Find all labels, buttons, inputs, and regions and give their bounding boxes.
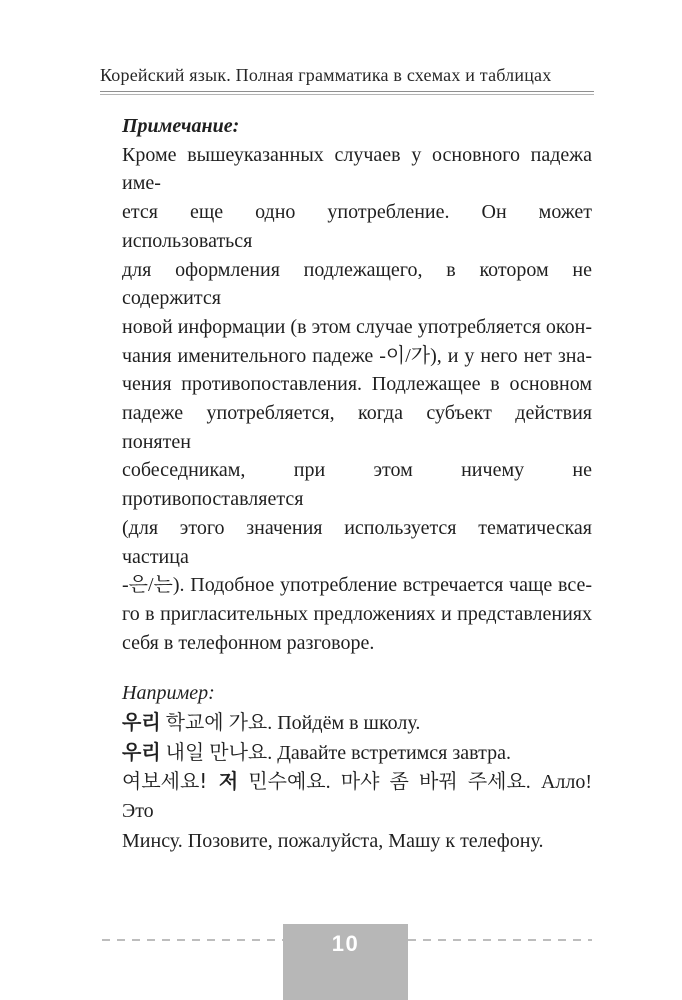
header-double-rule	[100, 91, 594, 95]
note-line: для оформления подлежащего, в котором не содержится	[122, 258, 592, 310]
example-pre: 여보세요!	[122, 769, 219, 794]
note-line-last: себя в телефонном разговоре.	[122, 631, 375, 654]
page-number: 10	[331, 931, 360, 956]
page-number-box	[283, 924, 408, 1000]
running-header-title: Корейский язык. Полная грамматика в схемах и таблицах	[100, 65, 552, 85]
korean-word-bold: 저	[218, 769, 239, 794]
note-line: чания именительного падеже -이/가), и у него нет зна-	[122, 344, 592, 367]
note-heading: Примечание:	[122, 115, 240, 137]
korean-word-bold: 우리	[122, 739, 161, 764]
example-post: 학교에 가요. Пойдём в школу.	[160, 712, 421, 735]
example-line	[122, 708, 592, 738]
example-line	[122, 738, 592, 768]
example-line	[122, 826, 592, 856]
note-line: чения противопоставления. Подлежащее в основном	[122, 373, 592, 396]
korean-word-bold: 우리	[122, 710, 161, 735]
example-pre: Минсу. Позовите, пожалуйста, Машу к телефону.	[122, 829, 544, 852]
note-line: новой информации (в этом случае употребляется окон-	[122, 315, 592, 338]
note-line: -은/는). Подобное употребление встречается чаще все-	[122, 574, 592, 597]
example-post: 민수예요. 마샤 좀 바꿔 주세요. Алло! Это	[122, 771, 593, 823]
example-line	[122, 767, 592, 825]
note-line: собеседникам, при этом ничему не противопоставляется	[122, 459, 592, 511]
example-post: 내일 만나요. Давайте встретимся завтра.	[160, 741, 511, 764]
note-line: го в пригласительных предложениях и представлениях	[122, 602, 592, 625]
note-line: (для этого значения используется тематическая частица	[122, 516, 592, 568]
footer-dash-right	[408, 939, 592, 941]
page-body	[122, 112, 592, 856]
examples-heading: Например:	[122, 682, 215, 705]
note-line: ется еще одно употребление. Он может использоваться	[122, 201, 592, 252]
note-line: Кроме вышеуказанных случаев у основного падежа име-	[122, 143, 592, 195]
footer-dash-left	[102, 939, 283, 941]
note-line: падеже употребляется, когда субъект действия понятен	[122, 402, 592, 453]
